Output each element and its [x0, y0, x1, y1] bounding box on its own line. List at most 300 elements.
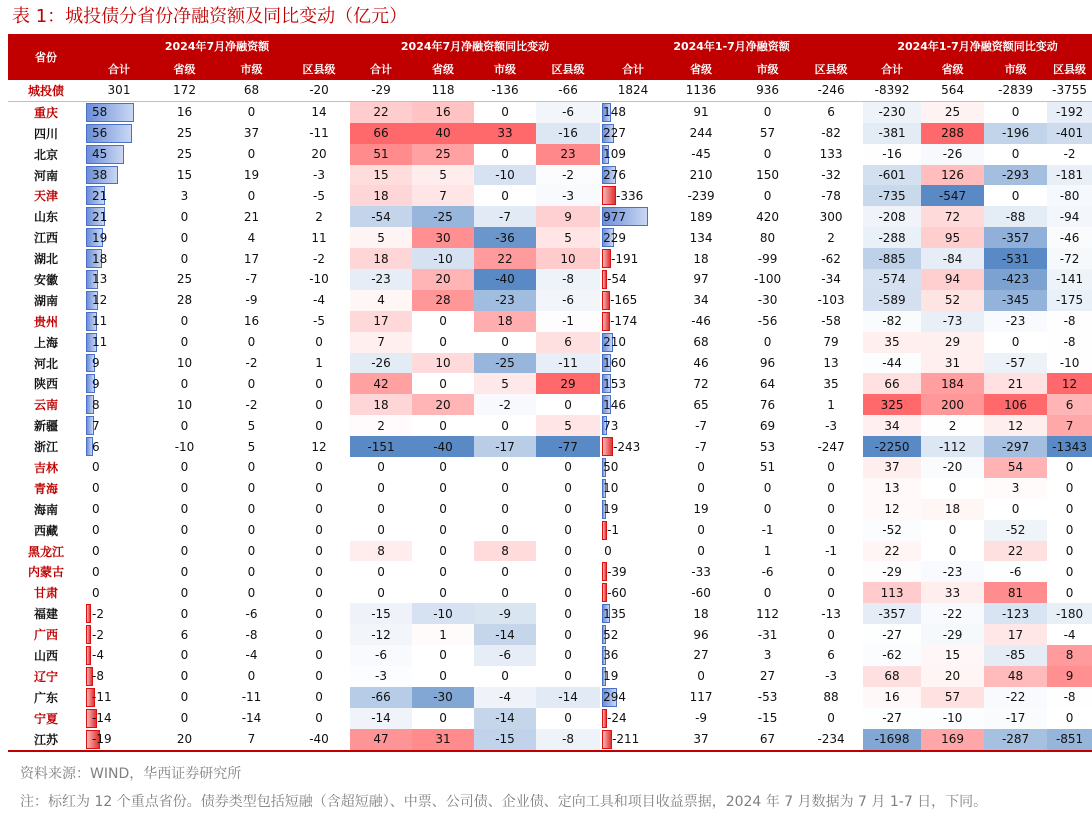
value-cell: 51: [759, 460, 776, 475]
table-row: [8, 561, 1092, 582]
value-cell: 0: [763, 147, 772, 162]
value-cell: 244: [689, 126, 713, 141]
value-cell: -9: [695, 711, 708, 726]
value-cell: -80: [1047, 185, 1092, 206]
value-cell: -2: [313, 251, 325, 266]
sub-header: 区县级: [536, 58, 600, 80]
province-name: 青海: [33, 481, 58, 496]
value-cell: 0: [315, 397, 323, 412]
value-cell: [84, 165, 154, 186]
value-cell: 68: [215, 80, 288, 102]
value-cell: -6: [536, 101, 600, 122]
table-row: [8, 165, 1092, 186]
value-cell: 0: [180, 502, 189, 517]
province-name: 重庆: [33, 105, 58, 120]
value-cell: 0: [247, 460, 256, 475]
value-cell: -7: [695, 439, 708, 454]
value-cell: 23: [536, 144, 600, 165]
value-cell: 25: [176, 272, 193, 287]
value-cell: -8: [536, 729, 600, 751]
value-cell: 0: [247, 544, 256, 559]
cell-value: 8: [92, 397, 100, 412]
table-container: [8, 34, 1087, 752]
value-cell: 0: [247, 523, 256, 538]
value-cell: 10: [536, 248, 600, 269]
cell-value: 109: [603, 147, 626, 162]
value-cell: -40: [474, 269, 536, 290]
value-cell: -88: [984, 206, 1047, 227]
value-cell: -136: [474, 80, 536, 102]
cell-value: 52: [603, 627, 619, 642]
value-cell: -3: [825, 669, 838, 684]
value-cell: [600, 520, 666, 541]
value-cell: [84, 101, 154, 122]
cell-value: 276: [603, 168, 626, 182]
cell-value: 11: [92, 335, 108, 350]
cell-value: 294: [603, 690, 626, 705]
value-cell: 46: [693, 356, 709, 371]
value-cell: 81: [984, 582, 1047, 603]
value-cell: 210: [689, 168, 713, 182]
province-name: 贵州: [33, 314, 58, 329]
cell-value: 19: [92, 230, 108, 245]
value-cell: 0: [247, 481, 256, 496]
cell-value: -1: [607, 523, 620, 538]
value-cell: 0: [827, 523, 835, 538]
value-cell: -246: [799, 80, 863, 102]
value-cell: 0: [180, 564, 189, 579]
value-cell: 0: [1047, 499, 1092, 520]
table-row: [8, 206, 1092, 227]
cell-value: 9: [92, 376, 100, 391]
value-cell: [600, 436, 666, 457]
value-cell: 35: [863, 332, 921, 353]
cell-value: 10: [603, 481, 619, 496]
value-cell: 0: [536, 708, 600, 729]
value-cell: 10: [412, 353, 474, 374]
value-cell: 0: [1047, 708, 1092, 729]
table-row: [8, 624, 1092, 645]
value-cell: 0: [697, 460, 705, 475]
value-cell: [600, 624, 666, 645]
value-cell: [84, 227, 154, 248]
value-cell: 0: [180, 209, 189, 224]
value-cell: [84, 624, 154, 645]
value-cell: 0: [247, 147, 256, 162]
value-cell: -10: [412, 603, 474, 624]
value-cell: -14: [241, 711, 262, 726]
value-cell: 420: [756, 209, 780, 224]
value-cell: 0: [315, 376, 323, 391]
value-cell: 0: [315, 335, 323, 350]
value-cell: 0: [763, 481, 772, 496]
value-cell: -531: [984, 248, 1047, 269]
value-cell: -58: [821, 314, 841, 329]
value-cell: -2839: [984, 80, 1047, 102]
value-cell: -26: [921, 144, 984, 165]
value-cell: 25: [176, 147, 193, 162]
value-cell: 79: [823, 335, 839, 350]
value-cell: [600, 165, 666, 186]
value-cell: 0: [350, 520, 412, 541]
value-cell: 0: [315, 523, 323, 538]
value-cell: [600, 687, 666, 708]
province-name: 城投债: [8, 80, 84, 102]
cell-value: 56: [92, 126, 108, 141]
value-cell: [600, 582, 666, 603]
value-cell: -1: [761, 523, 774, 538]
value-cell: -34: [821, 272, 841, 287]
table-title: 表 1：城投债分省份净融资额及同比变动（亿元）: [12, 6, 408, 27]
value-cell: -15: [350, 603, 412, 624]
value-cell: 0: [350, 457, 412, 478]
value-cell: -8: [1047, 311, 1092, 332]
value-cell: [600, 457, 666, 478]
value-cell: -10: [412, 248, 474, 269]
value-cell: 66: [350, 123, 412, 144]
value-cell: 0: [536, 582, 600, 603]
value-cell: [600, 708, 666, 729]
value-cell: -180: [1047, 603, 1092, 624]
value-cell: [600, 101, 666, 122]
value-cell: 3: [984, 478, 1047, 499]
cell-value: 153: [603, 376, 626, 391]
value-cell: 18: [350, 248, 412, 269]
value-cell: -4: [1047, 624, 1092, 645]
cell-value: 0: [92, 564, 100, 579]
value-cell: 0: [1047, 561, 1092, 582]
value-cell: 16: [243, 314, 260, 329]
value-cell: -73: [921, 311, 984, 332]
value-cell: [84, 123, 154, 144]
value-cell: [84, 561, 154, 582]
value-cell: 7: [1047, 415, 1092, 436]
province-name: 宁夏: [33, 711, 58, 726]
value-cell: 0: [180, 418, 189, 433]
table-row: [8, 123, 1092, 144]
cell-value: 160: [603, 356, 626, 371]
value-cell: -3755: [1047, 80, 1092, 102]
value-cell: -5: [313, 188, 325, 203]
value-cell: -25: [474, 353, 536, 374]
cell-value: 148: [603, 105, 626, 120]
sub-header: 合计: [350, 58, 412, 80]
value-cell: [84, 457, 154, 478]
value-cell: -3: [350, 666, 412, 687]
value-cell: 1: [763, 544, 772, 559]
cell-value: 135: [603, 606, 626, 621]
value-cell: 14: [311, 105, 327, 120]
value-cell: 1: [412, 624, 474, 645]
value-cell: 0: [412, 415, 474, 436]
table-row: [8, 478, 1092, 499]
value-cell: 0: [180, 711, 189, 726]
value-cell: 8: [474, 541, 536, 562]
value-cell: 0: [412, 561, 474, 582]
value-cell: -3: [536, 185, 600, 206]
table-body: [8, 80, 1092, 751]
value-cell: 0: [474, 666, 536, 687]
value-cell: 0: [315, 585, 323, 600]
value-cell: -6: [536, 290, 600, 311]
value-cell: [600, 290, 666, 311]
value-cell: 20: [921, 666, 984, 687]
value-cell: 0: [697, 481, 705, 496]
value-cell: 8: [350, 541, 412, 562]
value-cell: 17: [984, 624, 1047, 645]
value-cell: 325: [863, 394, 921, 415]
value-cell: 27: [759, 669, 776, 684]
table-row: [8, 415, 1092, 436]
cell-value: 0: [92, 481, 100, 496]
value-cell: -22: [921, 603, 984, 624]
value-cell: 10: [176, 356, 193, 371]
sub-header: 市级: [474, 58, 536, 80]
value-cell: -103: [817, 293, 845, 308]
value-cell: 0: [827, 481, 835, 496]
value-cell: 16: [412, 101, 474, 122]
value-cell: 0: [412, 373, 474, 394]
value-cell: -14: [350, 708, 412, 729]
value-cell: 17: [350, 311, 412, 332]
value-cell: 0: [315, 418, 323, 433]
value-cell: 0: [180, 481, 189, 496]
value-cell: [84, 394, 154, 415]
value-cell: -27: [863, 624, 921, 645]
value-cell: [600, 311, 666, 332]
value-cell: 0: [536, 624, 600, 645]
cell-value: 9: [92, 356, 100, 371]
sub-header: 省级: [154, 58, 215, 80]
value-cell: -25: [412, 206, 474, 227]
table-row: [8, 666, 1092, 687]
value-cell: 0: [827, 460, 835, 475]
value-cell: [600, 603, 666, 624]
sub-header: 省级: [666, 58, 736, 80]
value-cell: -46: [691, 314, 711, 329]
province-name: 天津: [33, 189, 58, 204]
value-cell: 0: [474, 185, 536, 206]
value-cell: -2: [1047, 144, 1092, 165]
value-cell: -32: [821, 168, 841, 182]
value-cell: -2: [536, 165, 600, 186]
value-cell: 0: [180, 544, 189, 559]
value-cell: 0: [315, 690, 323, 705]
value-cell: 0: [536, 645, 600, 666]
value-cell: 0: [412, 541, 474, 562]
value-cell: -36: [474, 227, 536, 248]
value-cell: 200: [921, 394, 984, 415]
value-cell: -11: [309, 126, 329, 141]
value-cell: -14: [474, 624, 536, 645]
value-cell: 0: [536, 394, 600, 415]
value-cell: 5: [536, 415, 600, 436]
value-cell: 2: [315, 209, 323, 224]
value-cell: -11: [536, 353, 600, 374]
value-cell: 64: [759, 376, 776, 391]
cell-value: -19: [92, 732, 112, 747]
value-cell: [84, 290, 154, 311]
value-cell: -297: [984, 436, 1047, 457]
cell-value: 21: [92, 188, 108, 203]
value-cell: 80: [759, 230, 776, 245]
value-cell: 18: [474, 311, 536, 332]
value-cell: -57: [984, 353, 1047, 374]
value-cell: -15: [474, 729, 536, 751]
value-cell: 8: [1047, 645, 1092, 666]
value-cell: 7: [215, 729, 288, 751]
value-cell: [84, 666, 154, 687]
value-cell: 0: [315, 669, 323, 684]
value-cell: 48: [984, 666, 1047, 687]
value-cell: 0: [1047, 520, 1092, 541]
value-cell: [84, 248, 154, 269]
value-cell: [600, 729, 666, 751]
sub-header: 省级: [412, 58, 474, 80]
value-cell: [84, 269, 154, 290]
value-cell: 117: [689, 690, 713, 705]
value-cell: 5: [247, 418, 256, 433]
province-name: 山东: [33, 210, 58, 225]
value-cell: [600, 206, 666, 227]
value-cell: 0: [984, 185, 1047, 206]
value-cell: 16: [176, 105, 193, 120]
value-cell: 1: [827, 397, 835, 412]
source-note: 资料来源：WIND，华西证券研究所: [20, 766, 242, 782]
value-cell: -8: [1047, 332, 1092, 353]
value-cell: -20: [921, 457, 984, 478]
value-cell: 0: [247, 376, 256, 391]
value-cell: 5: [247, 439, 256, 454]
value-cell: -52: [863, 520, 921, 541]
value-cell: 96: [693, 627, 709, 642]
value-cell: -66: [350, 687, 412, 708]
province-name: 河南: [33, 168, 58, 183]
value-cell: -4: [313, 293, 325, 308]
value-cell: -22: [984, 687, 1047, 708]
value-cell: -29: [863, 561, 921, 582]
cell-value: 38: [92, 168, 108, 182]
value-cell: 34: [863, 415, 921, 436]
cell-value: -4: [92, 648, 104, 663]
value-cell: [84, 729, 154, 751]
value-cell: [84, 373, 154, 394]
value-cell: 91: [693, 105, 709, 120]
value-cell: 20: [412, 394, 474, 415]
value-cell: [84, 541, 154, 562]
value-cell: -23: [474, 290, 536, 311]
value-cell: -30: [757, 293, 778, 308]
group-header-3: 2024年1-7月净融资额: [600, 34, 863, 58]
table-row: [8, 290, 1092, 311]
province-name: 广西: [33, 628, 58, 643]
value-cell: -3: [825, 418, 838, 433]
value-cell: -735: [863, 185, 921, 206]
value-cell: -99: [757, 251, 778, 266]
value-cell: 6: [536, 332, 600, 353]
value-cell: 0: [180, 585, 189, 600]
value-cell: 0: [763, 335, 772, 350]
value-cell: 0: [315, 544, 323, 559]
value-cell: 27: [693, 648, 709, 663]
value-cell: -40: [412, 436, 474, 457]
value-cell: 0: [763, 105, 772, 120]
footnote: 注：标红为 12 个重点省份。债券类型包括短融（含超短融）、中票、公司债、企业债、定向工具和项目收益票据，2024 年 7 月数据为 7 月 1-7 日，下同。: [20, 794, 988, 810]
value-cell: [84, 582, 154, 603]
cell-value: 0: [92, 523, 100, 538]
value-cell: 0: [536, 561, 600, 582]
value-cell: -247: [817, 439, 845, 454]
table-row: [8, 185, 1092, 206]
value-cell: 9: [1047, 666, 1092, 687]
value-cell: 19: [243, 168, 260, 182]
value-cell: [600, 373, 666, 394]
value-cell: -6: [761, 564, 774, 579]
value-cell: -62: [821, 251, 841, 266]
value-cell: 37: [666, 729, 736, 751]
cell-value: -60: [607, 585, 627, 600]
value-cell: 0: [474, 144, 536, 165]
table-row: [8, 353, 1092, 374]
value-cell: 0: [474, 561, 536, 582]
value-cell: 189: [689, 209, 713, 224]
cell-value: -174: [610, 314, 638, 329]
value-cell: [84, 144, 154, 165]
value-cell: -5: [313, 314, 325, 329]
value-cell: -15: [757, 711, 778, 726]
value-cell: 0: [536, 457, 600, 478]
value-cell: -14: [536, 687, 600, 708]
value-cell: 0: [1047, 541, 1092, 562]
value-cell: 57: [921, 687, 984, 708]
province-name: 湖北: [33, 252, 58, 267]
value-cell: 0: [827, 627, 835, 642]
province-name: 山西: [33, 648, 58, 663]
table-row: [8, 144, 1092, 165]
value-cell: 0: [412, 645, 474, 666]
value-cell: -2: [474, 394, 536, 415]
group-header-2: 2024年7月净融资额同比变动: [350, 34, 600, 58]
value-cell: [600, 332, 666, 353]
value-cell: -239: [687, 188, 715, 203]
value-cell: -77: [536, 436, 600, 457]
value-cell: 0: [412, 666, 474, 687]
table-row: [8, 394, 1092, 415]
value-cell: -112: [921, 436, 984, 457]
value-cell: 0: [180, 690, 189, 705]
value-cell: -9: [474, 603, 536, 624]
value-cell: 0: [180, 669, 189, 684]
table-row: [8, 248, 1092, 269]
value-cell: [84, 520, 154, 541]
value-cell: 0: [827, 711, 835, 726]
sub-header: 区县级: [1047, 58, 1092, 80]
value-cell: 6: [827, 105, 835, 120]
value-cell: 33: [474, 123, 536, 144]
value-cell: 6: [827, 648, 835, 663]
cell-value: -165: [610, 293, 638, 308]
value-cell: -17: [474, 436, 536, 457]
value-cell: 0: [180, 648, 189, 663]
value-cell: 2: [350, 415, 412, 436]
cell-value: 229: [603, 230, 626, 245]
value-cell: -62: [863, 645, 921, 666]
value-cell: -288: [863, 227, 921, 248]
value-cell: [84, 415, 154, 436]
total-row: [8, 80, 1092, 102]
province-name: 浙江: [33, 440, 58, 455]
value-cell: -45: [691, 147, 711, 162]
